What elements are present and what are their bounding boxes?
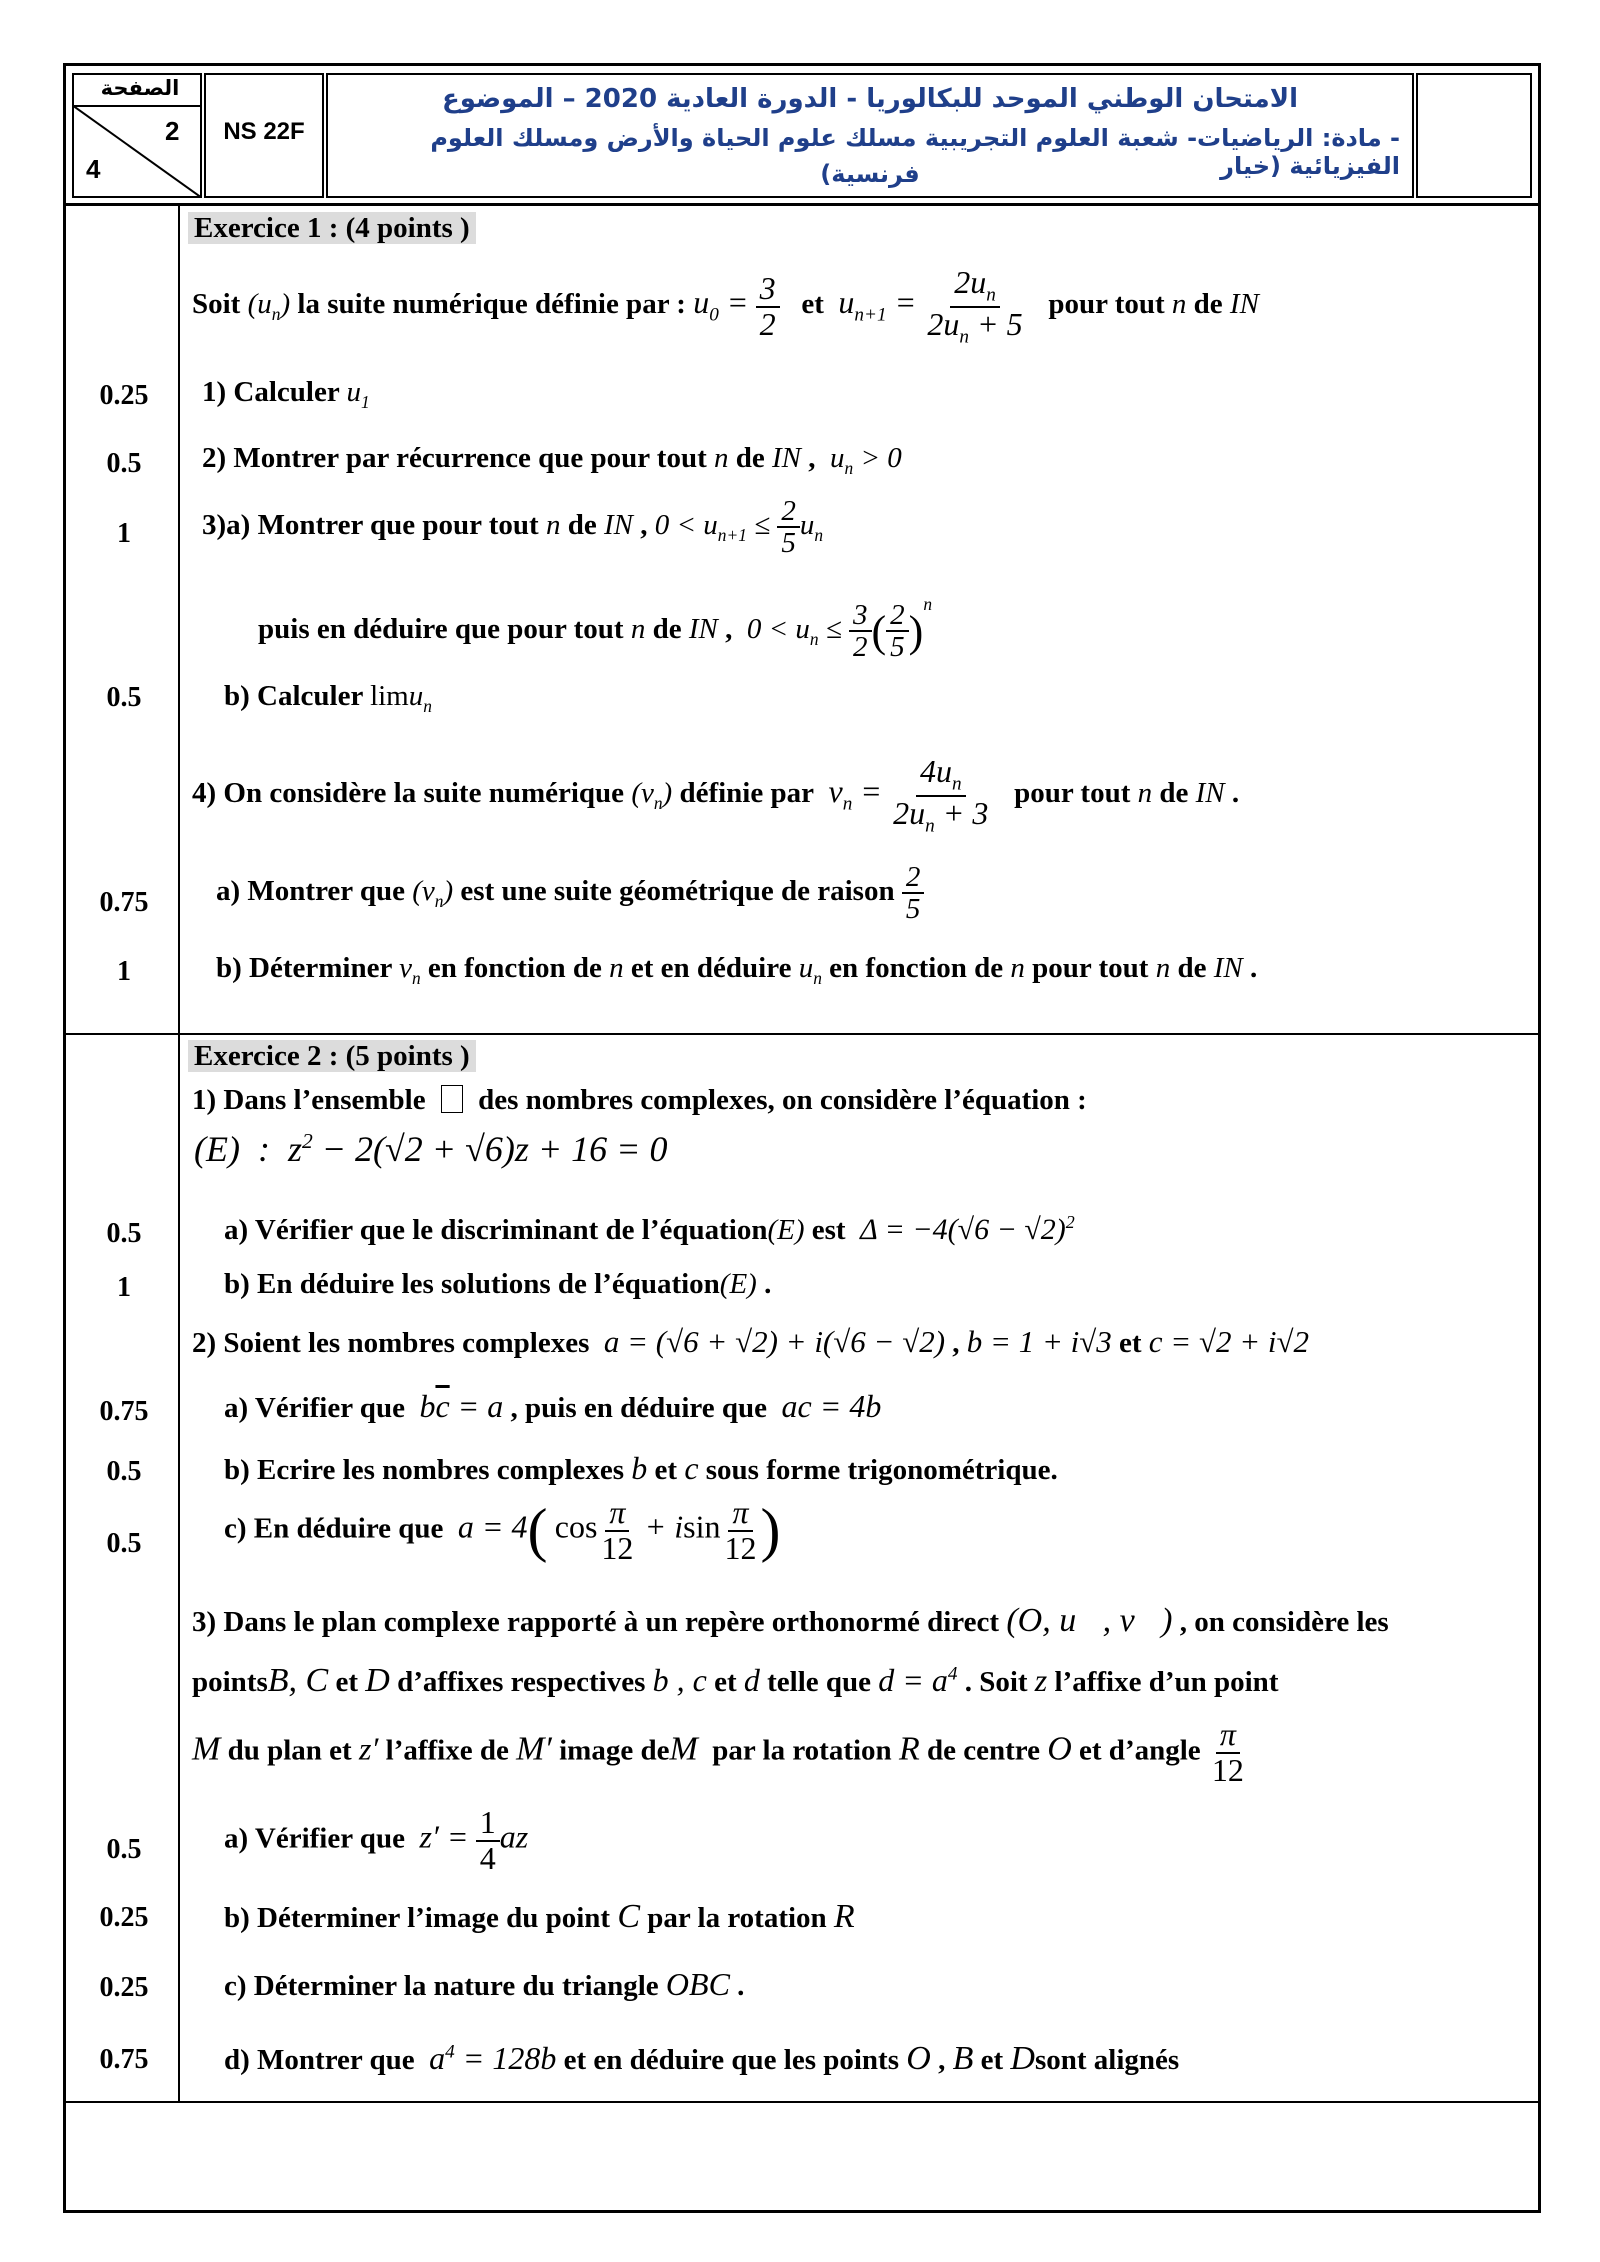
ex2-question-2: 2) Soient les nombres complexes a = (√6 + √2) + i(√6 − √2) , b = 1 + i√3 et c = √2 + i√2 [192,1324,1310,1359]
exercise-1-title: Exercice 1 : (4 points ) [188,212,476,245]
divider-bottom [63,2101,1541,2103]
ex1-question-4b: b) Déterminer $v_n$ en fonction de n et en déduire $u_n$ en fonction de n pour tout n de IN . [216,952,1258,988]
points-ex2-q3a: 0.5 [106,1834,142,1865]
exam-subject-cont: فرنسية) [820,160,920,188]
ex1-question-3a-deduce: puis en déduire que pour tout n de IN , $0 < u_n$ ≤ $\frac{3}{2}$ ( $\frac{2}{5}$ )$^n$ [258,594,933,664]
points-ex2-q3d: 0.75 [99,2044,149,2075]
ex2-equation-E: (E) : $z^2 - 2(√2 + √6)z + 16 = 0$ [194,1129,668,1169]
ex2-question-3b: b) Déterminer l’image du point C par la rotation R [224,1898,855,1935]
ex2-question-3-line2: pointsB, C et D d’affixes respectives b , c et d telle que $d = a^4$ . Soit z l’affixe d’un point [192,1662,1279,1699]
points-ex2-q1a: 0.5 [106,1218,142,1249]
ex2-question-1: 1) Dans l’ensemble des nombres complexes, on considère l’équation : [192,1084,1087,1116]
points-ex2-q2b: 0.5 [106,1456,142,1487]
points-ex2-q2a: 0.75 [99,1396,149,1427]
points-ex1-q4a: 0.75 [99,887,149,918]
ex1-intro: Soit $(u_n)$ la suite numérique définie par : $u_0$ = $\frac{3}{2}$ et $u_{n+1}$ = $\frac{2u_n}{2u_n + 5}$ pour tout n de IN [192,264,1259,347]
points-ex1-q3b: 0.5 [106,682,142,713]
points-ex2-q3c: 0.25 [99,1972,149,2003]
points-ex2-q1b: 1 [117,1272,131,1303]
divider-top [63,203,1541,206]
points-ex2-q2c: 0.5 [106,1528,142,1559]
ex2-question-2c: c) En déduire que a = 4( cos $\frac{\pi}{12}$ + isin $\frac{\pi}{12}$ ) [224,1494,781,1566]
points-ex1-q1: 0.25 [99,380,149,411]
points-ex1-q2: 0.5 [106,448,142,479]
ex2-question-3: 3) Dans le plan complexe rapporté à un repère orthonormé direct (O, u⃗, v⃗) , on considère les [192,1602,1389,1639]
ex1-question-4: 4) On considère la suite numérique $(v_n)$ définie par $v_n$ = $\frac{4u_n}{2u_n + 3}$ pour tout n de IN . [192,753,1240,836]
points-column-border [178,203,180,2101]
ex2-question-3-line3: M du plan et z′ l’affixe de M′ image deM par la rotation R de centre O et d’angle $\frac{\pi}{12}$ [192,1716,1244,1788]
page-number: 2 [165,116,180,146]
ex2-question-3c: c) Déterminer la nature du triangle OBC . [224,1966,745,2002]
ex1-question-2: 2) Montrer par récurrence que pour tout n de IN , $u_n > 0$ [202,442,902,478]
ex2-question-1a: a) Vérifier que le discriminant de l’équation(E) est $\Delta = -4(√6 - √2)^2$ [224,1212,1075,1246]
header-blank-box [1416,73,1532,198]
page-total: 4 [86,154,101,184]
ex2-question-2a: a) Vérifier que $b\overline{c} = a$ , puis en déduire que ac = 4b [224,1388,882,1424]
ex2-question-3a: a) Vérifier que z′ = $\frac{1}{4}$ az [224,1804,529,1876]
ex2-question-3d: d) Montrer que $a^4 = 128b$ et en déduire que les points O , B et Dsont alignés [224,2040,1180,2077]
ex1-question-1: 1) Calculer $u_1$ [202,376,370,412]
ex2-question-2b: b) Ecrire les nombres complexes b et c sous forme trigonométrique. [224,1450,1058,1486]
ex1-question-4a: a) Montrer que $(v_n)$ est une suite géométrique de raison $\frac{2}{5}$ [216,862,924,925]
ex1-question-3b: b) Calculer limu$_n$ [224,680,432,716]
points-ex1-q4b: 1 [117,956,131,987]
ex1-question-3a: 3)a) Montrer que pour tout n de IN , $0 < u_{n+1}$ ≤ $\frac{2}{5}$ $u_n$ [202,495,824,560]
divider-ex1-ex2 [63,1033,1541,1035]
points-ex2-q3b: 0.25 [99,1902,149,1933]
complex-set-symbol [441,1085,463,1113]
exercise-2-title: Exercice 2 : (5 points ) [188,1040,476,1073]
page-label: الصفحة [100,76,180,100]
exam-title: الامتحان الوطني الموحد للبكالوريا - الدورة العادية 2020 – الموضوع [441,84,1299,114]
ex2-question-1b: b) En déduire les solutions de l’équation(E) . [224,1268,772,1300]
subject-code: NS 22F [223,118,305,145]
exam-subject: - مادة: الرياضيات- شعبة العلوم التجريبية مسلك علوم الحياة والأرض ومسلك العلوم الفيزيائية (خيار [430,124,1400,180]
points-ex1-q3a: 1 [117,518,131,549]
